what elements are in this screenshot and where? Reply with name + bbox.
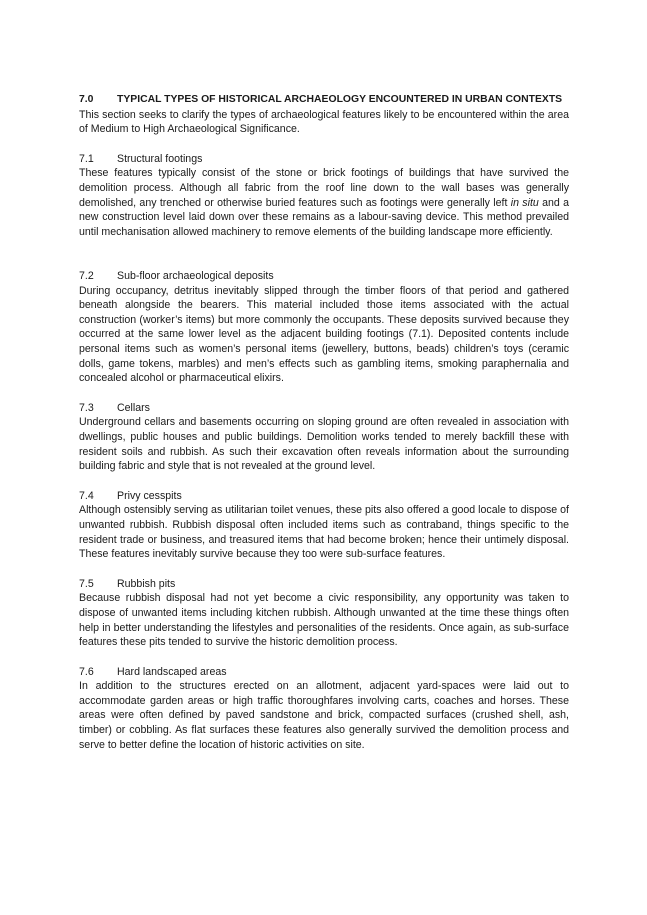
subsection-title: Hard landscaped areas: [117, 665, 227, 678]
heading-title: TYPICAL TYPES OF HISTORICAL ARCHAEOLOGY ENCOUNTERED IN URBAN CONTEXTS: [117, 94, 563, 105]
document-page: [79, 93, 569, 752]
subsection-sub-floor-deposits: [79, 269, 569, 386]
section-heading: [79, 93, 569, 108]
subsection-title: Cellars: [117, 401, 150, 414]
subsection-heading: [79, 577, 569, 592]
subsection-heading: [79, 269, 569, 284]
subsection-paragraph: In addition to the structures erected on an allotment, adjacent yard-spaces were laid out to accommodate garden areas or high traffic thoroughfares involving carts, coaches and horses. These areas were often defined by paved sandstone and brick, compacted surfaces (crushed shell, ash, timber) or cobbling. As flat surfaces these features also generally survived the demolition process and serve to better define the location of historic activities on site.: [79, 680, 569, 751]
subsection-heading: [79, 152, 569, 167]
subsection-heading: [79, 665, 569, 680]
subsection-paragraph: During occupancy, detritus inevitably slipped through the timber floors of that period and gathered beneath alongside the bearers. This material included those items associated with the actual construction (worker’s items) but more commonly the occupants. These deposits survived because they occurred at the same lower level as the adjacent building footings (7.1). Deposited contents include personal items such as women’s personal items (jewellery, buttons, beads) children’s toys (ceramic dolls, game tokens, marbles) and men’s effects such as gambling items, smoking paraphernalia and concealed alcohol or pharmaceutical elixirs.: [79, 284, 569, 385]
subsection-rubbish-pits: [79, 577, 569, 650]
subsection-number: 7.6: [79, 665, 94, 678]
subsection-number: 7.3: [79, 401, 94, 414]
subsection-number: 7.5: [79, 577, 94, 590]
subsection-cellars: [79, 401, 569, 474]
subsection-hard-landscaped-areas: [79, 665, 569, 753]
subsection-title: Sub-floor archaeological deposits: [117, 269, 274, 282]
heading-number: 7.0: [79, 94, 94, 105]
subsection-number: 7.2: [79, 269, 94, 282]
subsection-paragraph: Although ostensibly serving as utilitarian toilet venues, these pits also offered a good locale to dispose of unwanted rubbish. Rubbish disposal often included items such as contraband, things specific to the resident trade or business, and treasured items that had become broken; hence their untimely disposal. These features inevitably survive because they too were sub-surface features.: [79, 504, 569, 561]
subsection-heading: [79, 401, 569, 416]
subsection-paragraph: Because rubbish disposal had not yet become a civic responsibility, any opportunity was taken to dispose of unwanted items including kitchen rubbish. Although unwanted at the time these things often help in better understanding the lifestyles and personalities of the residents. Once again, as sub-surface features these pits tended to survive the historic demolition process.: [79, 592, 569, 649]
subsection-paragraph: Underground cellars and basements occurring on sloping ground are often revealed in association with dwellings, public houses and public buildings. Demolition works tended to merely backfill these with resident soils and rubbish. As such their excavation often reveals information about the surrounding building fabric and style that is not revealed at the ground level.: [79, 416, 569, 473]
subsection-title: Structural footings: [117, 152, 203, 165]
subsection-title: Rubbish pits: [117, 577, 176, 590]
paragraph-text: and a new construction level laid down over these remains as a labour-saving device. This method prevailed until mechanisation allowed machinery to remove elements of the building landscape more efficiently.: [79, 196, 569, 238]
paragraph-text: These features typically consist of the stone or brick footings of buildings that have survived the demolition process. Although all fabric from the roof line down to the wall bases was generally demolished, any trenched or otherwise buried features such as footings were generally left: [79, 167, 569, 209]
intro-paragraph: This section seeks to clarify the types of archaeological features likely to be encountered within the area of Medium to High Archaeological Significance.: [79, 108, 569, 136]
subsection-title: Privy cesspits: [117, 489, 182, 502]
subsection-privy-cesspits: [79, 489, 569, 562]
subsection-heading: [79, 489, 569, 504]
italic-text: in situ: [510, 196, 539, 209]
subsection-number: 7.4: [79, 489, 94, 502]
subsection-paragraph: [79, 166, 569, 239]
subsection-structural-footings: [79, 152, 569, 240]
subsection-number: 7.1: [79, 152, 94, 165]
